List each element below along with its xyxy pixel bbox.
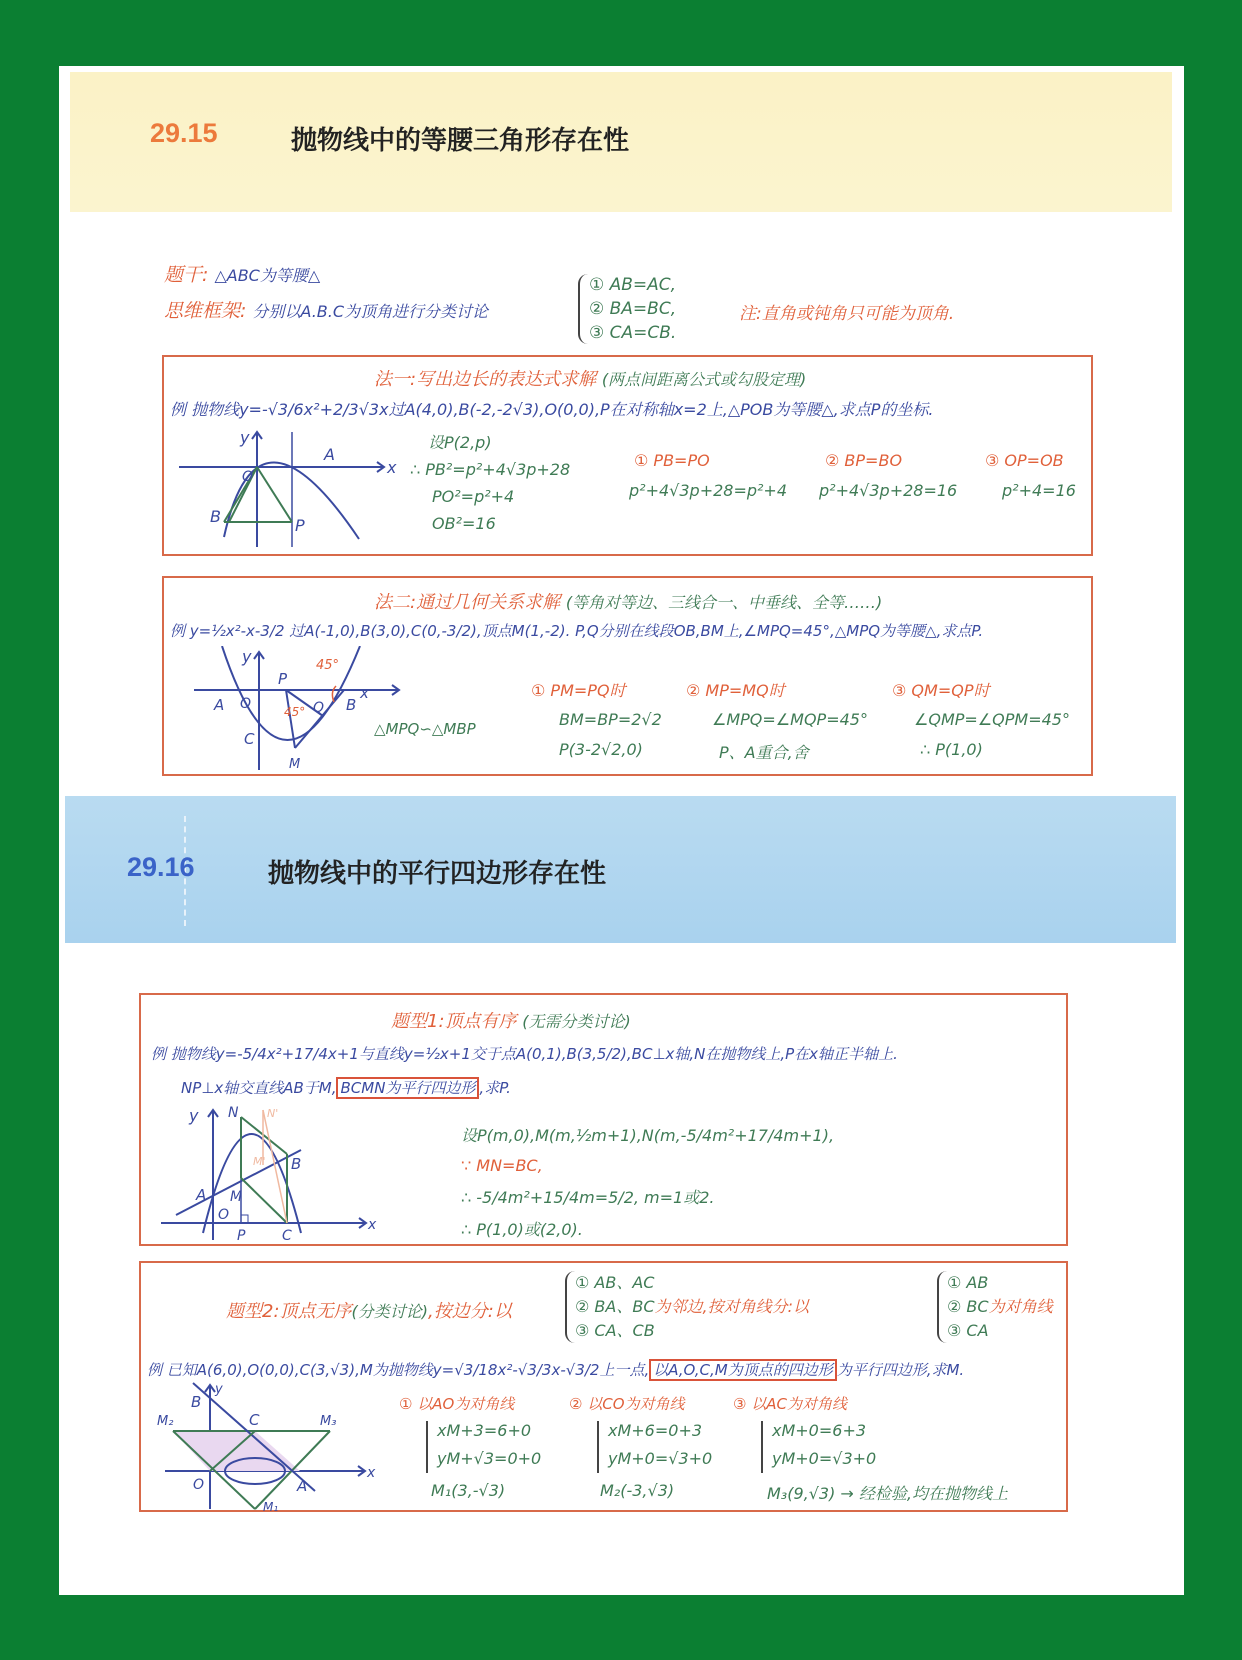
case-item: ② BA=BC, xyxy=(589,299,677,319)
case-equation: p²+4√3p+28=16 xyxy=(819,481,958,500)
right-angle-icon xyxy=(241,1215,248,1223)
diag-suffix: 为对角线 xyxy=(988,1297,1053,1316)
highlighted-condition: 以A,O,C,M为顶点的四边形 xyxy=(649,1359,836,1381)
type-subtitle: (无需分类讨论) xyxy=(522,1012,631,1031)
point-a-label: A xyxy=(196,1186,207,1204)
edge-case-item: ③ CA、CB xyxy=(575,1321,655,1340)
highlighted-condition: BCMN为平行四边形 xyxy=(336,1077,479,1099)
method-2-example: 例 y=½x²-x-3/2 过A(-1,0),B(3,0),C(0,-3/2),顶点M(1,-2). P,Q分别在线段OB,BM上,∠MPQ=45°,△MPQ为等腰△,求点P. xyxy=(170,622,984,640)
x-label: x xyxy=(360,684,369,702)
type-2-heading xyxy=(226,1297,512,1323)
case-title: ② BP=BO xyxy=(825,451,903,470)
point-m3-label: M₃ xyxy=(320,1414,337,1429)
method-title: 法二:通过几何关系求解 xyxy=(374,592,561,613)
point-c-label: C xyxy=(244,730,255,748)
method-subtitle: (等角对等边、三线合一、中垂线、全等……) xyxy=(565,593,883,612)
method-title: 法一:写出边长的表达式求解 xyxy=(374,369,597,390)
framework-label: 思维框架: xyxy=(164,300,247,322)
type-2-box xyxy=(139,1261,1068,1512)
step-line: 设P(m,0),M(m,½m+1),N(m,-5/4m²+17/4m+1), xyxy=(461,1126,835,1145)
case-title: ② MP=MQ时 xyxy=(686,681,785,700)
origin-label: O xyxy=(240,696,252,712)
result: M₂(-3,√3) xyxy=(600,1481,675,1500)
case-line: BM=BP=2√2 xyxy=(559,710,662,729)
framework-text: 分别以A.B.C为顶角进行分类讨论 xyxy=(252,302,489,321)
x-label: x xyxy=(367,1465,376,1481)
point-p-label: P xyxy=(295,516,305,535)
setup-line: 设P(2,p) xyxy=(428,433,492,452)
step-line: ∵ MN=BC, xyxy=(461,1156,543,1175)
method-2-heading xyxy=(374,588,882,614)
edge-case-item: ① AB、AC xyxy=(575,1273,655,1292)
setup-line: ∴ PB²=p²+4√3p+28 xyxy=(410,460,571,479)
x-label: x xyxy=(387,458,397,477)
edge-cases-brace xyxy=(565,1271,575,1343)
point-b-label: B xyxy=(346,696,357,714)
case-title: ② 以CO为对角线 xyxy=(569,1395,685,1413)
point-m1-label: M₁ xyxy=(263,1500,279,1511)
section-number: 29.16 xyxy=(127,852,195,882)
case-title: ③ 以AC为对角线 xyxy=(733,1395,847,1413)
diag-case-item: ① AB xyxy=(947,1273,989,1292)
case-line: P、A重合,舍 xyxy=(719,743,809,762)
point-m2-label: M' xyxy=(253,1155,266,1168)
origin-label: O xyxy=(193,1477,205,1493)
case-line: ∠MPQ=∠MQP=45° xyxy=(712,710,868,729)
point-q-label: Q xyxy=(313,700,325,716)
edge-case-item xyxy=(575,1295,809,1319)
origin-label: O xyxy=(218,1207,230,1223)
note-text: 注:直角或钝角只可能为顶角. xyxy=(739,304,955,324)
case-equation: p²+4√3p+28=p²+4 xyxy=(629,481,788,500)
method-1-example: 例 抛物线y=-√3/6x²+2/3√3x过A(4,0),B(-2,-2√3),O(0,0),P在对称轴x=2上,△POB为等腰△,求点P的坐标. xyxy=(170,400,934,419)
point-p-label: P xyxy=(278,670,288,688)
point-a-label: A xyxy=(214,696,225,714)
setup-line: OB²=16 xyxy=(432,514,496,533)
system-equation: xM+6=0+3 xyxy=(608,1421,703,1440)
y-label: y xyxy=(240,428,250,447)
origin-label: O xyxy=(242,469,254,485)
step-line: ∴ -5/4m²+15/4m=5/2, m=1或2. xyxy=(461,1188,715,1207)
point-c-label: C xyxy=(249,1411,260,1429)
case-title: ① PM=PQ时 xyxy=(531,681,626,700)
point-m-label: M xyxy=(230,1189,243,1205)
method-subtitle: (两点间距离公式或勾股定理) xyxy=(601,370,807,389)
diag-case-item xyxy=(947,1295,1053,1319)
type-title: 题型1:顶点有序 xyxy=(391,1011,517,1032)
point-b-label: B xyxy=(291,1155,302,1173)
diag-case-text: ② BC xyxy=(947,1297,989,1316)
cases-brace xyxy=(578,274,588,344)
method-1-setup xyxy=(410,429,570,537)
result: M₁(3,-√3) xyxy=(431,1481,506,1500)
case-item: ① AB=AC, xyxy=(589,275,677,295)
setup-line: PO²=p²+4 xyxy=(432,487,515,506)
y-label: y xyxy=(189,1106,199,1125)
case-line: ∠QMP=∠QPM=45° xyxy=(914,710,1070,729)
type-1-heading xyxy=(391,1007,631,1033)
diag-case-item: ③ CA xyxy=(947,1321,989,1340)
point-n-label: N xyxy=(228,1105,239,1121)
type-subtitle: (分类讨论) xyxy=(351,1302,429,1321)
section-title: 抛物线中的等腰三角形存在性 xyxy=(291,126,630,156)
type-1-example-line-2 xyxy=(181,1077,511,1098)
example-text: NP⊥x轴交直线AB于M, xyxy=(181,1079,337,1097)
type-1-figure xyxy=(151,1105,381,1245)
point-m2-label: M₂ xyxy=(157,1414,174,1429)
method-2-figure xyxy=(174,646,424,776)
method-1-figure xyxy=(174,427,404,552)
by-diag-label: ,按对角线分:以 xyxy=(702,1297,810,1316)
type-2-figure xyxy=(155,1381,395,1511)
cases-list xyxy=(589,273,676,345)
case-equation: p²+4=16 xyxy=(1002,481,1076,500)
system-equation: yM+√3=0+0 xyxy=(437,1449,542,1468)
section-header-29-15 xyxy=(70,72,1172,212)
segment-op xyxy=(257,467,292,522)
point-p-label: P xyxy=(237,1228,246,1244)
segment-mb xyxy=(295,690,344,748)
example-text: 为平行四边形,求M. xyxy=(836,1361,965,1379)
example-text: 例 已知A(6,0),O(0,0),C(3,√3),M为抛物线y=√3/18x²-√3/3x-√3/2上一点, xyxy=(147,1361,650,1379)
angle-label: 45° xyxy=(284,705,306,719)
system-equation: yM+0=√3+0 xyxy=(772,1449,877,1468)
stem-line xyxy=(164,260,320,287)
system-brace xyxy=(597,1421,605,1473)
system-equation: xM+0=6+3 xyxy=(772,1421,867,1440)
case-line: P(3-2√2,0) xyxy=(559,740,643,759)
point-b-label: B xyxy=(191,1393,202,1411)
system-equation: yM+0=√3+0 xyxy=(608,1449,713,1468)
diag-cases-brace xyxy=(937,1271,947,1343)
edge-case-text: ② BA、BC xyxy=(575,1297,655,1316)
point-n2-label: N' xyxy=(267,1107,279,1120)
case-line: ∴ P(1,0) xyxy=(920,740,983,759)
case-title: ① 以AO为对角线 xyxy=(399,1395,515,1413)
type-2-example xyxy=(147,1359,964,1380)
section-number: 29.15 xyxy=(150,118,218,148)
point-c-label: C xyxy=(282,1228,292,1244)
section-title: 抛物线中的平行四边形存在性 xyxy=(268,859,607,889)
type-title: 题型2:顶点无序 xyxy=(226,1301,352,1322)
step-line: ∴ P(1,0)或(2,0). xyxy=(461,1220,583,1239)
type-1-example-line-1: 例 抛物线y=-5/4x²+17/4x+1与直线y=½x+1交于点A(0,1),B(3,5/2),BC⊥x轴,N在抛物线上,P在x轴正半轴上. xyxy=(151,1045,898,1063)
y-label: y xyxy=(242,647,252,666)
system-brace xyxy=(761,1421,769,1473)
edge-cases-list xyxy=(575,1271,809,1343)
section-header-29-16 xyxy=(65,796,1176,943)
alt-segment xyxy=(263,1110,287,1223)
point-a-label: A xyxy=(324,445,335,464)
stem-label: 题干: xyxy=(164,264,209,286)
worksheet-page xyxy=(59,66,1184,1595)
edge-suffix: 为邻边 xyxy=(654,1297,703,1316)
system-brace xyxy=(426,1421,434,1473)
line-ab xyxy=(176,1150,301,1215)
case-title: ③ OP=OB xyxy=(985,451,1064,470)
method-2-box xyxy=(162,576,1093,776)
point-b-label: B xyxy=(210,507,221,526)
framework-line xyxy=(164,296,488,323)
method-1-heading xyxy=(374,365,806,391)
point-a-label: A xyxy=(297,1477,308,1495)
system-equation: xM+3=6+0 xyxy=(437,1421,532,1440)
case-title: ① PB=PO xyxy=(634,451,710,470)
example-text: ,求P. xyxy=(479,1079,511,1097)
angle-label: 45° xyxy=(316,658,340,673)
by-edge-label: ,按边分:以 xyxy=(428,1301,512,1322)
similar-triangles: △MPQ∽△MBP xyxy=(374,720,476,738)
case-title: ③ QM=QP时 xyxy=(892,681,990,700)
x-label: x xyxy=(368,1217,377,1233)
type-1-box xyxy=(139,993,1068,1246)
result: M₃(9,√3) → 经检验,均在抛物线上 xyxy=(767,1484,1009,1503)
method-1-box xyxy=(162,355,1093,556)
diag-cases-list xyxy=(947,1271,1053,1343)
y-label: y xyxy=(215,1382,223,1397)
stem-text: △ABC为等腰△ xyxy=(214,266,321,285)
point-m-label: M xyxy=(289,757,301,772)
case-item: ③ CA=CB. xyxy=(589,323,677,343)
